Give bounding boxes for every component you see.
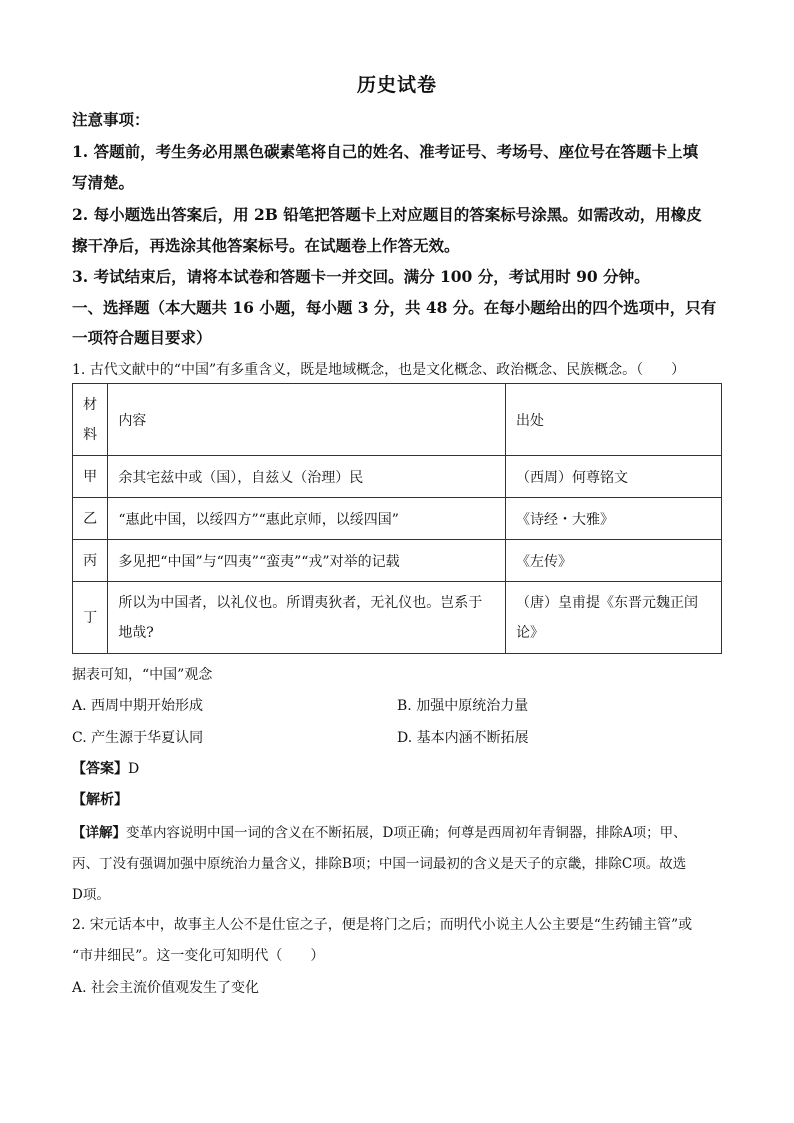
detail-line-3: D项。 [72,887,110,903]
question-1-lead: 据表可知，“中国”观念 [72,667,213,683]
answer-value: D [128,761,140,777]
analysis-label: 【解析】 [72,792,128,808]
table-row: 丁 所以为中国者，以礼仪也。所谓夷狄者，无礼仪也。岂系于 地哉? （唐）皇甫提《东晋元魏正闰 论》 [73,582,722,654]
table-row: 丙 多见把“中国”与“四夷”“蛮夷”“戎”对举的记载 《左传》 [73,540,722,582]
detail-line-2: 丙、丁没有强调加强中原统治力量含义，排除B项；中国一词最初的含义是天子的京畿，排除C项。故选 [72,856,687,872]
table-row: 乙 “惠此中国，以绥四方”“惠此京师，以绥四国” 《诗经・大雅》 [73,498,722,540]
table-header-row [73,384,722,456]
notice-heading: 注意事项： [72,110,150,129]
table-header-source: 出处 [505,384,721,456]
table-row: 甲 余其宅兹中或（国），自兹乂（治理）民 （西周）何尊铭文 [73,456,722,498]
notice-item-2: 2. 每小题选出答案后，用 2B 铅笔把答题卡上对应题目的答案标号涂黑。如需改动，用橡皮 [72,205,702,224]
notice-item-3: 3. 考试结束后，请将本试卷和答题卡一并交回。满分 100 分，考试用时 90 分钟。 [72,267,650,286]
question-2-option-a: A. 社会主流价值观发生了变化 [72,980,260,996]
answer-line [72,758,139,778]
table-header-material: 材 料 [73,384,108,456]
detail-line-1: 【详解】变革内容说明中国一词的含义在不断拓展，D项正确；何尊是西周初年青铜器，排除A项；甲、 [72,825,687,841]
option-d: D. 基本内涵不断拓展 [397,730,529,746]
option-b: B. 加强中原统治力量 [397,698,529,714]
notice-item-2-cont: 擦干净后，再选涂其他答案标号。在试题卷上作答无效。 [72,236,460,255]
notice-item-1-cont: 写清楚。 [72,173,135,192]
option-a: A. 西周中期开始形成 [72,698,204,714]
section-heading: 一、选择题（本大题共 16 小题，每小题 3 分，共 48 分。在每小题给出的四个选项中，只有 [72,298,717,317]
section-heading-cont: 一项符合题目要求） [72,328,212,347]
option-c: C. 产生源于华夏认同 [72,730,204,746]
page-title: 历史试卷 [356,74,437,96]
question-2-stem-cont: “市井细民”。这一变化可知明代（ ） [72,948,325,964]
answer-label: 【答案】 [72,761,128,777]
question-1-stem: 1. 古代文献中的“中国”有多重含义，既是地域概念，也是文化概念、政治概念、民族概念。（ ） [72,362,686,378]
detail-label: 【详解】 [72,825,126,841]
table-header-content: 内容 [108,384,506,456]
question-1-table [72,383,722,654]
notice-item-1: 1. 答题前，考生务必用黑色碳素笔将自己的姓名、准考证号、考场号、座位号在答题卡上填 [72,142,699,161]
question-2-stem: 2. 宋元话本中，故事主人公不是仕宦之子，便是将门之后；而明代小说主人公主要是“生药铺主管”或 [72,917,693,933]
